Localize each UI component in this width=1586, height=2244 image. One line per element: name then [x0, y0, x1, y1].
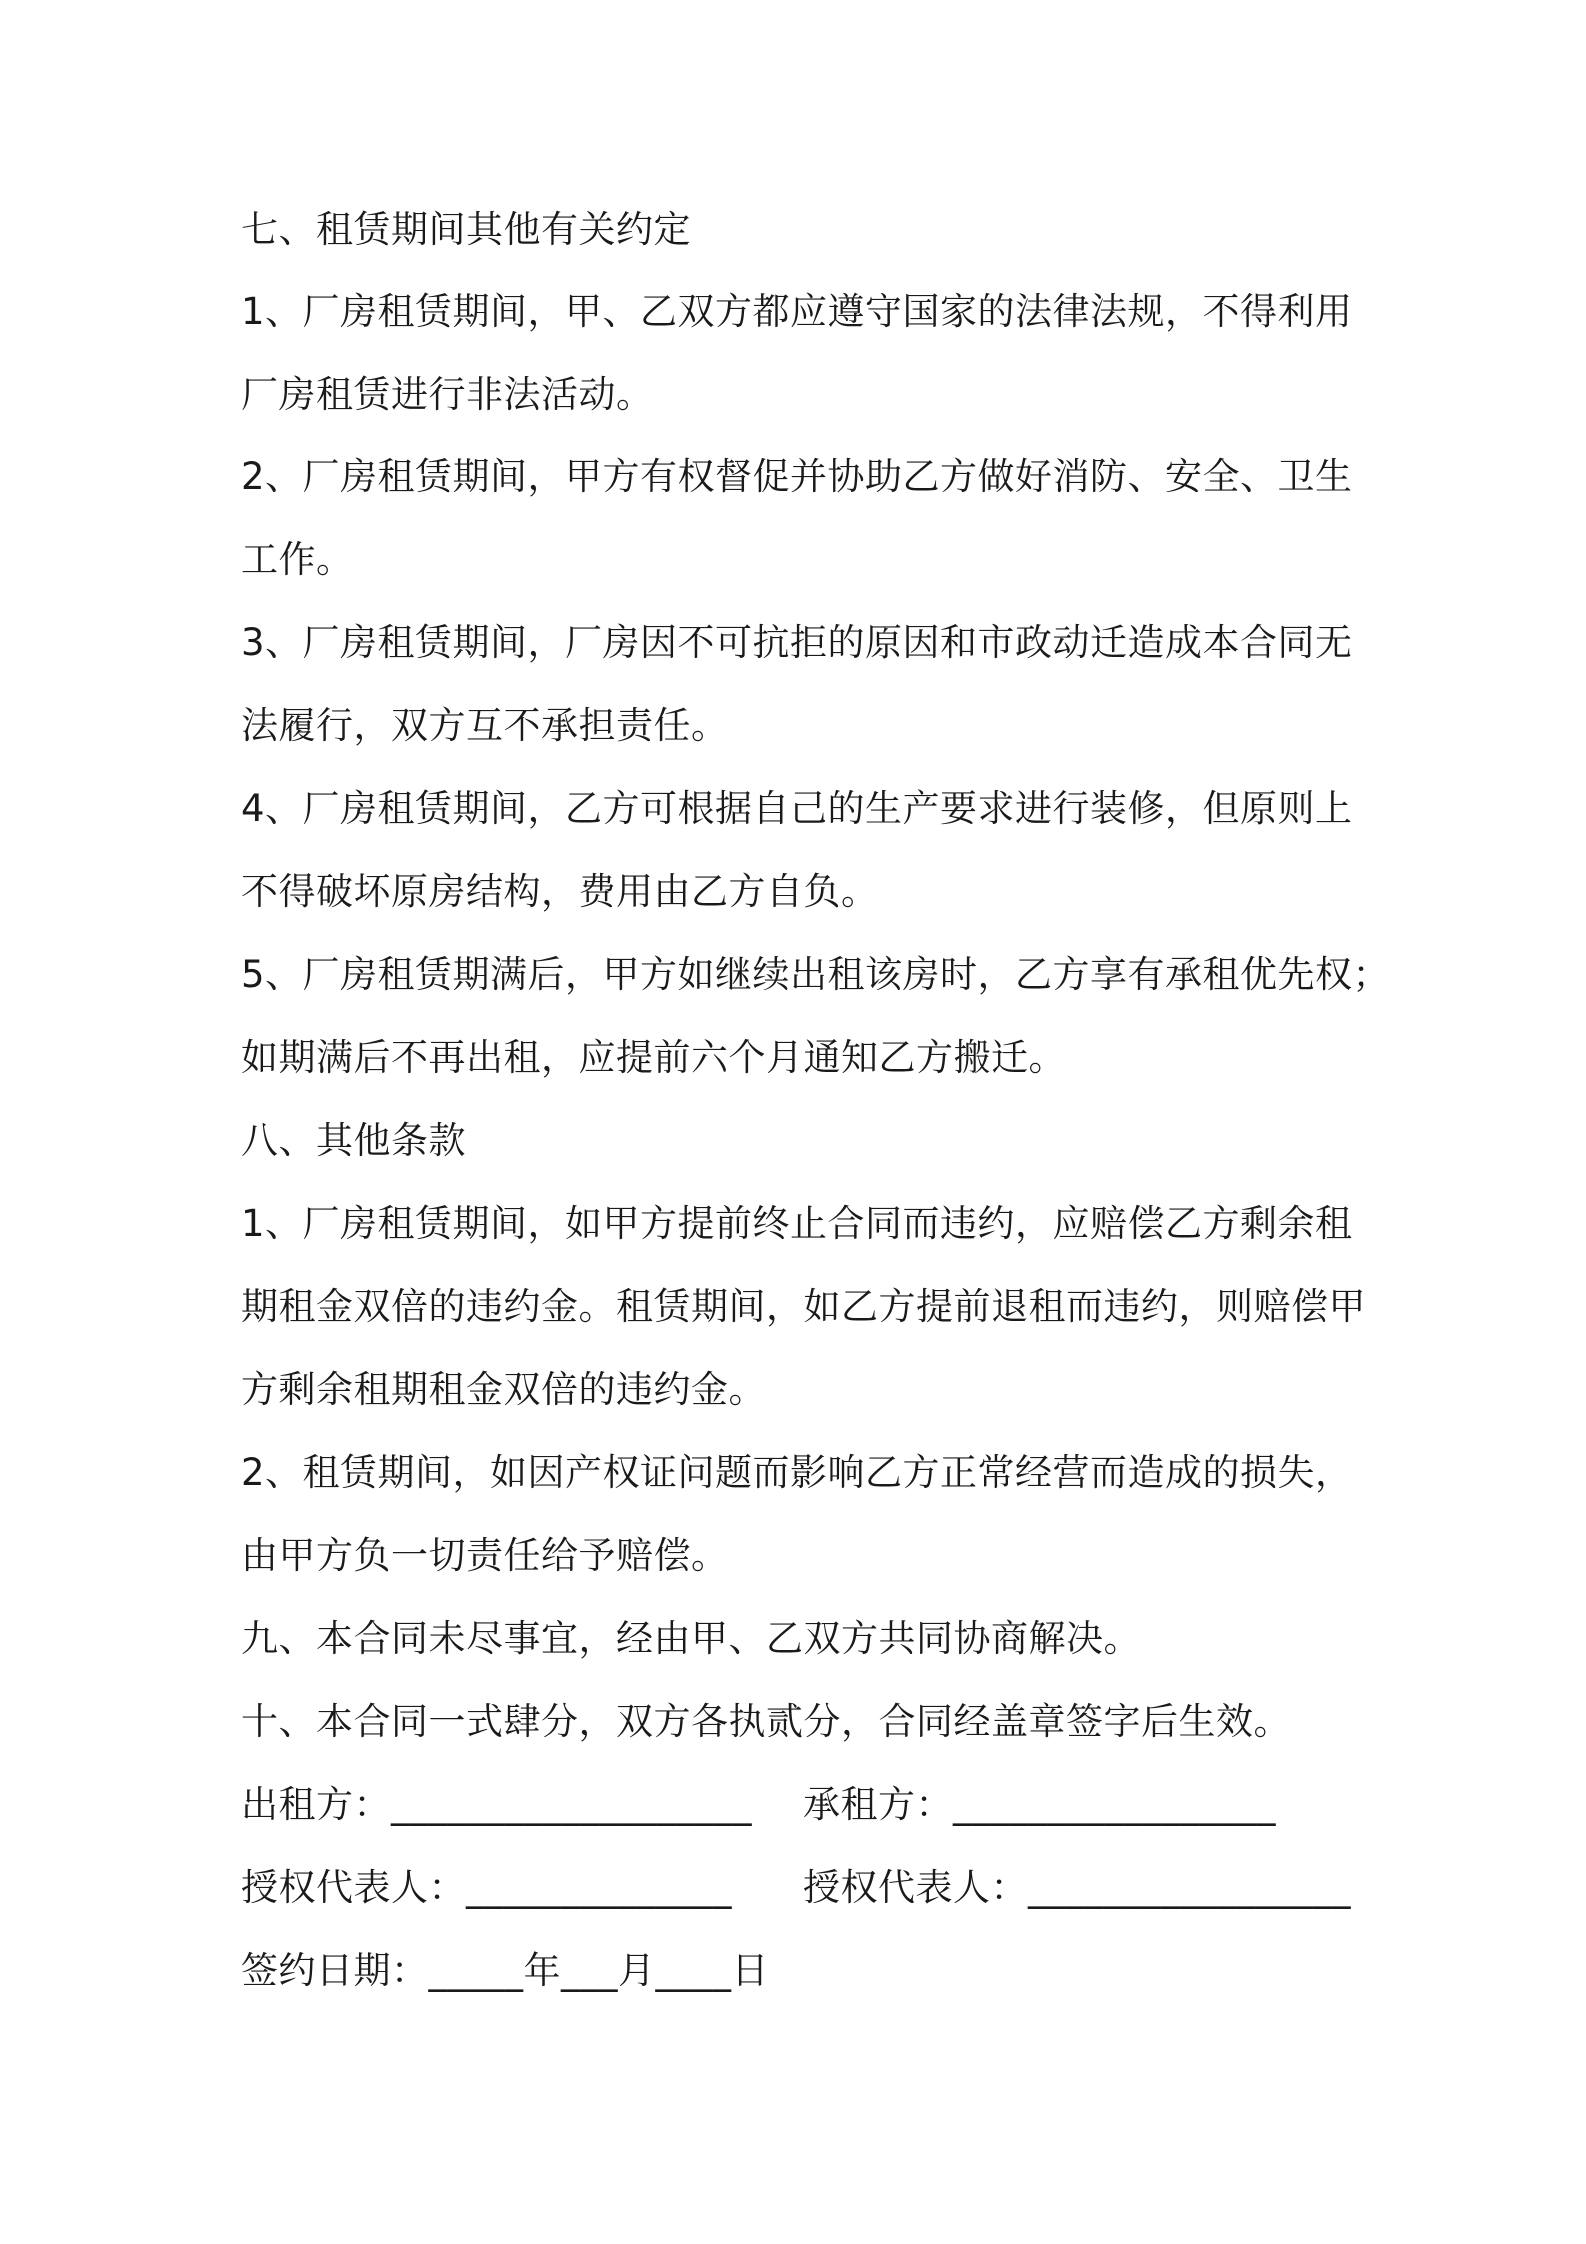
section8-item1-line2: 期租金双倍的违约金。租赁期间，如乙方提前退租而违约，则赔偿甲: [241, 1285, 1366, 1328]
section7-item3-line2: 法履行，双方互不承担责任。: [241, 704, 729, 747]
section7-item5-line2: 如期满后不再出租，应提前六个月通知乙方搬迁。: [241, 1036, 1066, 1079]
section7-item3-line1: 3、厂房租赁期间，厂房因不可抗拒的原因和市政动迁造成本合同无: [241, 621, 1353, 664]
section7-item4-line1: 4、厂房租赁期间，乙方可根据自己的生产要求进行装修，但原则上: [241, 787, 1353, 830]
signing-date-field: 签约日期：_____年___月____日: [241, 1949, 769, 1992]
section8-item2-line1: 2、租赁期间，如因产权证问题而影响乙方正常经营而造成的损失，: [241, 1451, 1353, 1494]
section7-heading: 七、租赁期间其他有关约定: [241, 208, 691, 251]
lessor-rep-signature-field: 授权代表人：______________: [241, 1866, 732, 1909]
section8-item1-line1: 1、厂房租赁期间，如甲方提前终止合同而违约，应赔偿乙方剩余租: [241, 1202, 1353, 1245]
lessee-rep-signature-field: 授权代表人：_________________: [803, 1866, 1351, 1909]
section9-text: 九、本合同未尽事宜，经由甲、乙双方共同协商解决。: [241, 1617, 1141, 1660]
section7-item5-line1: 5、厂房租赁期满后，甲方如继续出租该房时，乙方享有承租优先权；: [241, 953, 1391, 996]
section8-heading: 八、其他条款: [241, 1119, 466, 1162]
section7-item4-line2: 不得破坏原房结构，费用由乙方自负。: [241, 870, 879, 913]
section7-item1-line2: 厂房租赁进行非法活动。: [241, 373, 654, 416]
lessor-signature-field: 出租方：___________________: [241, 1783, 752, 1826]
lessee-signature-field: 承租方：_________________: [803, 1783, 1276, 1826]
section10-text: 十、本合同一式肆分，双方各执贰分，合同经盖章签字后生效。: [241, 1700, 1291, 1743]
section7-item2-line1: 2、厂房租赁期间，甲方有权督促并协助乙方做好消防、安全、卫生: [241, 455, 1353, 498]
section7-item1-line1: 1、厂房租赁期间，甲、乙双方都应遵守国家的法律法规，不得利用: [241, 290, 1353, 333]
section8-item1-line3: 方剩余租期租金双倍的违约金。: [241, 1368, 766, 1411]
section7-item2-line2: 工作。: [241, 538, 354, 581]
section8-item2-line2: 由甲方负一切责任给予赔偿。: [241, 1534, 729, 1577]
